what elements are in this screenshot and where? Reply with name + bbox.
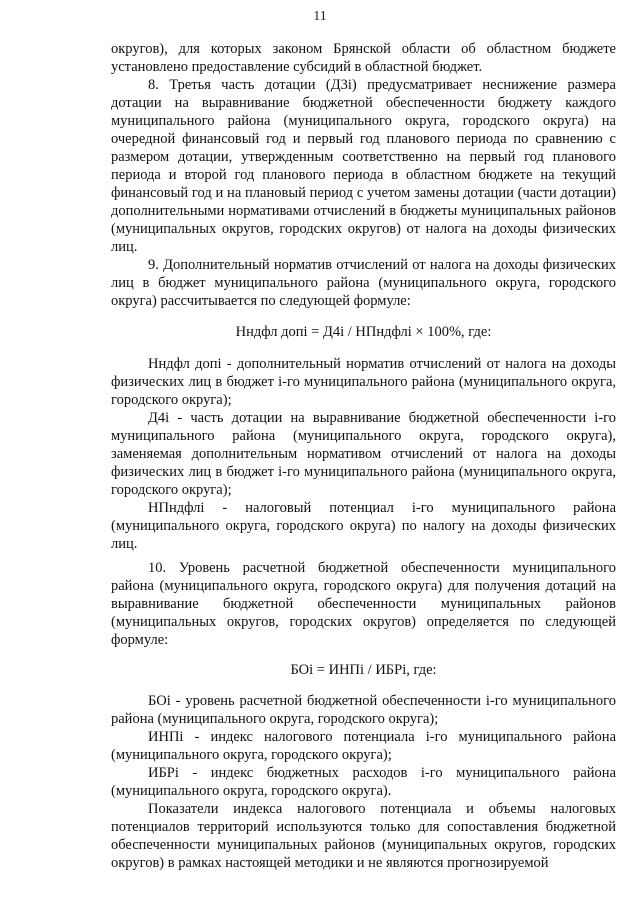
formula-bo: БОi = ИНПi / ИБРi, где: [290,662,437,678]
paragraph-10: 10. Уровень расчетной бюджетной обеспеченности муниципального района (муниципального округа, городского округа) для получения дотаций на выравнивание бюджетной обеспеченности муниципальных районов (муниципальных округов, городских округов) определяется по следующей формуле: [111,560,616,648]
paragraph-9: 9. Дополнительный норматив отчислений от налога на доходы физических лиц в бюджет муниципального района (муниципального округа, городского округа) рассчитывается по следующей формуле: [111,257,616,309]
definition-inp: ИНПi - индекс налогового потенциала i-го муниципального района (муниципального округа, городского округа); [111,729,616,763]
definition-np-ndfl: НПндфлi - налоговый потенциал i-го муниципального района (муниципального округа, городского округа) по налогу на доходы физических лиц. [111,500,616,552]
definition-ndfl-dop: Нндфл допi - дополнительный норматив отчислений от налога на доходы физических лиц в бюджет i-го муниципального района (муниципального округа, городского округа); [111,356,616,408]
definition-bo: БОi - уровень расчетной бюджетной обеспеченности i-го муниципального района (муниципального округа, городского округа); [111,693,616,727]
paragraph-8: 8. Третья часть дотации (Д3i) предусматривает неснижение размера дотации на выравнивание бюджетной обеспеченности бюджету каждого муниципального района (муниципального округа, городского округа) на очередной финансовый год и первый год планового периода по сравнению с размером дотации, утвержденным соответственно на первый год планового периода и второй год планового периода в областном бюджете на текущий финансовый год и на плановый период с учетом замены дотации (части дотации) дополнительными нормативами отчислений в бюджеты муниципальных районов (муниципальных округов, городских округов) от налога на доходы физических лиц. [111,77,616,255]
paragraph-continuation: округов), для которых законом Брянской области об областном бюджете установлено предоставление субсидий в областной бюджет. [111,41,616,75]
paragraph-indicators: Показатели индекса налогового потенциала и объемы налоговых потенциалов территорий используются только для сопоставления бюджетной обеспеченности муниципальных районов (муниципальных округов, городских округов) в рамках настоящей методики и не являются прогнозируемой [111,801,616,871]
definition-ibr: ИБРi - индекс бюджетных расходов i-го муниципального района (муниципального округа, городского округа). [111,765,616,799]
definition-d4: Д4i - часть дотации на выравнивание бюджетной обеспеченности i-го муниципального района (муниципального округа, городского округа), заменяемая дополнительным нормативом отчислений от налога на доходы физических лиц в бюджет i-го муниципального района (муниципального округа, городского округа); [111,410,616,498]
page-number: 11 [313,9,327,24]
formula-ndfl: Нндфл допi = Д4i / НПндфлi × 100%, где: [235,324,492,340]
document-body [111,40,616,872]
